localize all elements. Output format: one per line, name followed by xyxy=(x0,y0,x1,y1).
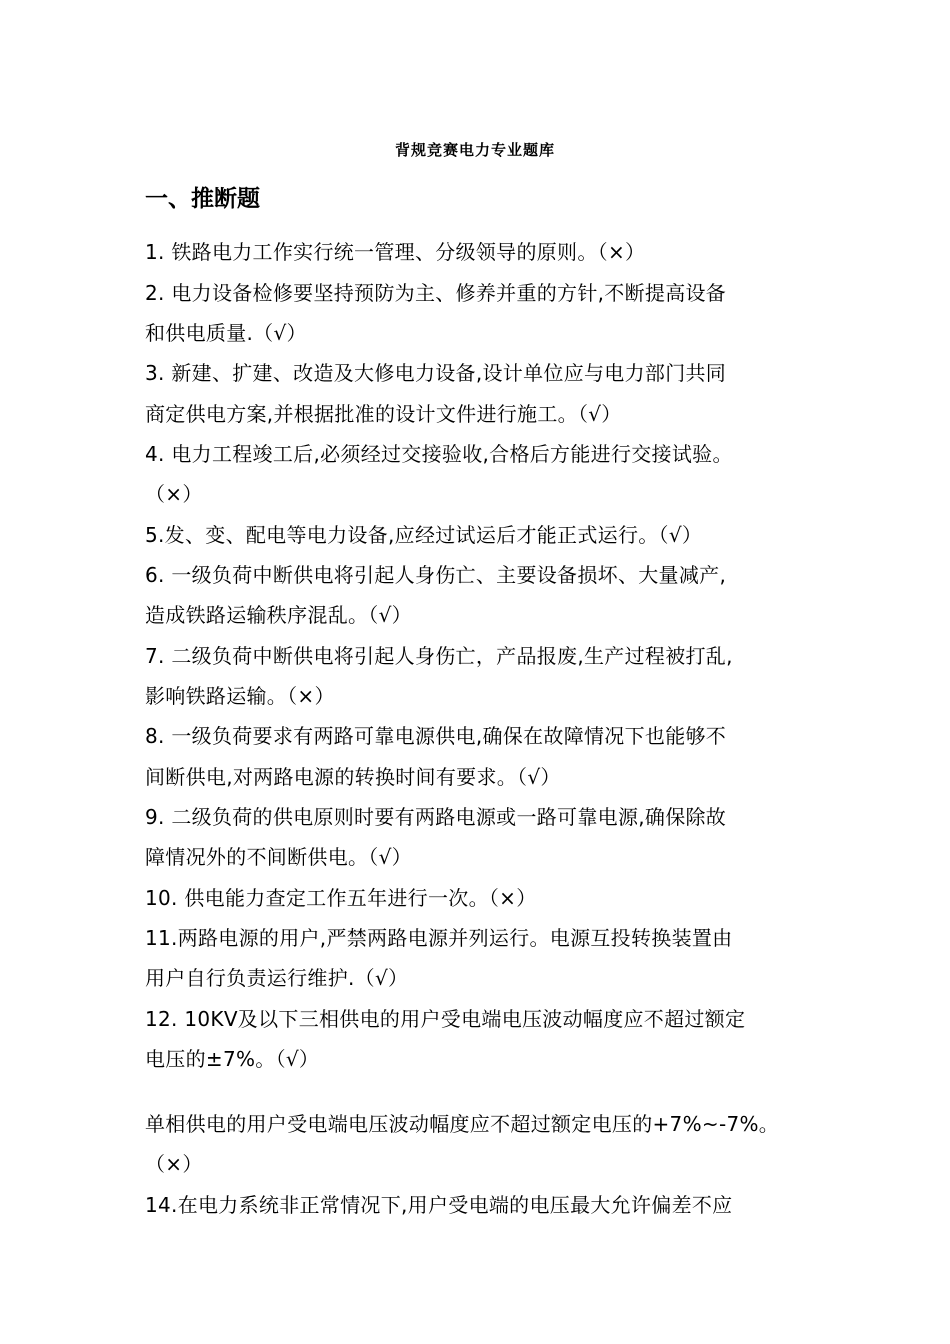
text-line: 9. 二级负荷的供电原则时要有两路电源或一路可靠电源,确保除故 xyxy=(145,805,727,829)
text-line: 3. 新建、扩建、改造及大修电力设备,设计单位应与电力部门共同 xyxy=(145,361,727,385)
section-heading: 一、推断题 xyxy=(145,186,260,212)
text-line: 14.在电力系统非正常情况下,用户受电端的电压最大允许偏差不应 xyxy=(145,1193,733,1217)
text-line: 11.两路电源的用户,严禁两路电源并列运行。电源互投转换装置由 xyxy=(145,926,733,950)
text-line: 间断供电,对两路电源的转换时间有要求。（√） xyxy=(145,765,561,789)
text-line: 2. 电力设备检修要坚持预防为主、修养并重的方针,不断提高设备 xyxy=(145,281,727,305)
text-line: 10. 供电能力查定工作五年进行一次。（×） xyxy=(145,886,537,910)
text-line: （×） xyxy=(145,482,203,506)
text-line: 6. 一级负荷中断供电将引起人身伤亡、主要设备损坏、大量减产, xyxy=(145,563,727,587)
text-line: 12. 10KV及以下三相供电的用户受电端电压波动幅度应不超过额定 xyxy=(145,1007,746,1031)
text-line: 单相供电的用户受电端电压波动幅度应不超过额定电压的+7%~-7%。 xyxy=(145,1112,780,1136)
text-line: 电压的±7%。（√） xyxy=(145,1047,320,1071)
text-line: 商定供电方案,并根据批准的设计文件进行施工。（√） xyxy=(145,402,622,426)
text-line: 5.发、变、配电等电力设备,应经过试运后才能正式运行。（√） xyxy=(145,523,703,547)
text-line: 和供电质量.（√） xyxy=(145,321,307,345)
text-line: 造成铁路运输秩序混乱。（√） xyxy=(145,603,412,627)
text-line: 4. 电力工程竣工后,必须经过交接验收,合格后方能进行交接试验。 xyxy=(145,442,733,466)
text-line: （×） xyxy=(145,1152,203,1176)
document-title: 背规竞赛电力专业题库 xyxy=(394,141,555,159)
text-line: 1. 铁路电力工作实行统一管理、分级领导的原则。（×） xyxy=(145,240,646,264)
text-line: 影响铁路运输。（×） xyxy=(145,684,335,708)
text-line: 用户自行负责运行维护.（√） xyxy=(145,966,409,990)
text-line: 障情况外的不间断供电。（√） xyxy=(145,845,412,869)
text-line: 8. 一级负荷要求有两路可靠电源供电,确保在故障情况下也能够不 xyxy=(145,724,727,748)
text-line: 7. 二级负荷中断供电将引起人身伤亡，产品报废,生产过程被打乱, xyxy=(145,644,733,668)
